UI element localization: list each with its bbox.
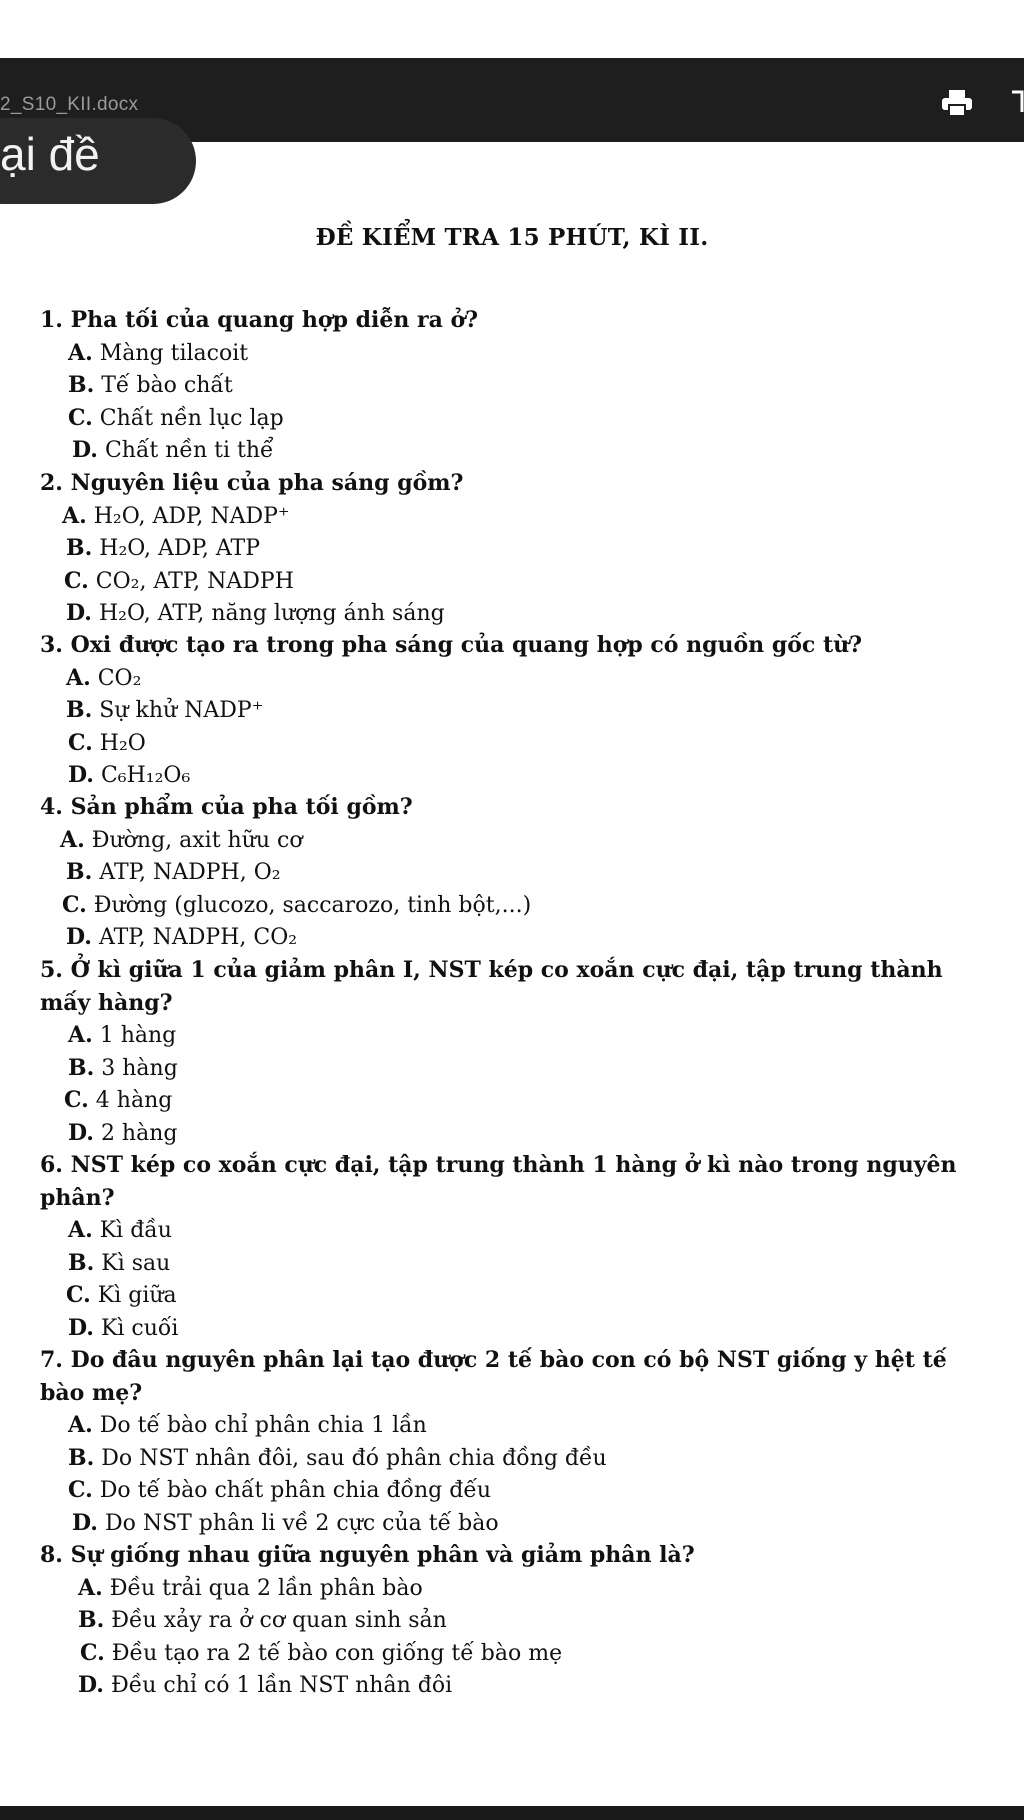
answer-option	[78, 1573, 423, 1604]
option-letter: C.	[66, 1282, 91, 1308]
question-text: 6. NST kép co xoắn cực đại, tập trung thành 1 hàng ở kì nào trong nguyên	[40, 1152, 957, 1178]
option-text: Do NST nhân đôi, sau đó phân chia đồng đều	[94, 1445, 607, 1471]
answer-option	[66, 598, 445, 629]
option-letter: D.	[78, 1672, 104, 1698]
document-filename: 2_S10_KII.docx	[0, 94, 139, 115]
answer-option	[66, 922, 297, 953]
answer-option	[68, 1443, 607, 1474]
answer-option	[68, 1020, 176, 1051]
option-letter: C.	[64, 567, 89, 594]
answer-option	[68, 728, 146, 759]
option-text: C₆H₁₂O₆	[93, 763, 191, 788]
option-letter: D.	[68, 762, 94, 788]
option-letter: D.	[68, 1314, 94, 1341]
option-letter: C.	[68, 1477, 93, 1503]
question-text: 4. Sản phẩm của pha tối gồm?	[40, 794, 413, 820]
option-text: ATP, NADPH, CO₂	[91, 925, 298, 950]
option-text: ATP, NADPH, O₂	[92, 860, 281, 885]
option-letter: B.	[68, 372, 95, 398]
question-text: 7. Do đâu nguyên phân lại tạo được 2 tế bào con có bộ NST giống y hệt tế	[40, 1347, 947, 1373]
answer-option	[68, 1410, 427, 1441]
option-letter: A.	[62, 502, 87, 529]
option-letter: C.	[64, 1087, 89, 1113]
option-letter: A.	[66, 664, 91, 691]
answer-option	[66, 857, 281, 888]
answer-option	[66, 1280, 177, 1311]
question-text: 2. Nguyên liệu của pha sáng gồm?	[40, 470, 464, 496]
option-text: Kì giữa	[90, 1283, 177, 1308]
option-text: Chất nền lục lạp	[92, 405, 284, 431]
option-text: Đều tạo ra 2 tế bào con giống tế bào mẹ	[104, 1640, 563, 1666]
option-text: Do tế bào chỉ phân chia 1 lần	[92, 1413, 427, 1438]
option-text: Kì sau	[94, 1250, 171, 1276]
option-text: 2 hàng	[93, 1120, 178, 1146]
answer-option	[68, 1053, 178, 1084]
option-letter: B.	[66, 535, 93, 561]
option-text: Đều xảy ra ở cơ quan sinh sản	[104, 1608, 447, 1633]
answer-option	[68, 760, 190, 791]
option-letter: B.	[66, 697, 93, 723]
option-text: H₂O, ATP, năng lượng ánh sáng	[91, 601, 445, 626]
answer-option	[68, 1215, 172, 1246]
answer-option	[68, 370, 233, 401]
option-letter: C.	[68, 404, 93, 431]
option-text: Đều trải qua 2 lần phân bào	[102, 1575, 423, 1601]
option-text: Màng tilacoit	[92, 340, 249, 366]
option-letter: A.	[78, 1574, 103, 1601]
back-label[interactable]: ại đề	[0, 128, 100, 180]
print-button[interactable]	[940, 88, 974, 118]
answer-option	[68, 1118, 177, 1149]
answer-option	[68, 338, 248, 369]
option-letter: B.	[68, 1054, 95, 1081]
answer-option	[68, 1248, 170, 1279]
answer-option	[64, 1085, 172, 1116]
option-letter: D.	[66, 600, 92, 626]
option-text: H₂O, ADP, NADP⁺	[86, 503, 290, 529]
option-text: Kì đầu	[92, 1218, 172, 1243]
next-icon[interactable]	[1008, 90, 1024, 114]
option-text: Tế bào chất	[94, 373, 233, 398]
answer-option	[62, 890, 531, 921]
option-letter: A.	[68, 1217, 93, 1243]
answer-option	[78, 1605, 447, 1636]
answer-option	[80, 1638, 562, 1669]
question-text: 5. Ở kì giữa 1 của giảm phân I, NST kép co xoắn cực đại, tập trung thành	[40, 957, 943, 983]
option-letter: D.	[72, 437, 98, 463]
option-text: Đường (glucozo, saccarozo, tinh bột,...)	[86, 892, 532, 918]
answer-option	[72, 435, 274, 466]
option-text: Kì cuối	[93, 1315, 179, 1341]
option-text: Sự khử NADP⁺	[92, 698, 264, 723]
option-text: H₂O, ADP, ATP	[92, 536, 261, 561]
option-letter: B.	[68, 1249, 95, 1276]
option-text: Do NST phân li về 2 cực của tế bào	[97, 1510, 499, 1536]
print-icon	[940, 88, 974, 118]
option-letter: C.	[80, 1639, 105, 1666]
option-text: Đường, axit hữu cơ	[84, 827, 303, 853]
option-text: Chất nền ti thể	[97, 438, 274, 463]
option-letter: A.	[68, 1412, 93, 1438]
answer-option	[68, 1313, 178, 1344]
question-text: 1. Pha tối của quang hợp diễn ra ở?	[40, 307, 479, 333]
question-text: 3. Oxi được tạo ra trong pha sáng của quang hợp có nguồn gốc từ?	[40, 632, 862, 658]
option-letter: D.	[66, 924, 92, 950]
answer-option	[78, 1670, 452, 1701]
question-text: bào mẹ?	[40, 1379, 143, 1406]
option-text: H₂O	[92, 730, 146, 756]
bottom-bar	[0, 1806, 1024, 1820]
answer-option	[72, 1508, 499, 1539]
question-text: phân?	[40, 1184, 115, 1211]
option-letter: B.	[68, 1444, 95, 1471]
question-text: mấy hàng?	[40, 989, 173, 1016]
option-letter: B.	[78, 1607, 105, 1633]
answer-option	[66, 663, 141, 694]
answer-option	[62, 501, 290, 532]
option-letter: C.	[68, 729, 93, 756]
answer-option	[66, 695, 263, 726]
option-text: 1 hàng	[92, 1023, 177, 1048]
question-text: 8. Sự giống nhau giữa nguyên phân và giảm phân là?	[40, 1542, 695, 1568]
option-text: CO₂, ATP, NADPH	[88, 568, 294, 594]
status-area	[0, 0, 1024, 58]
answer-option	[68, 1475, 491, 1506]
option-letter: A.	[68, 339, 93, 366]
option-text: Do tế bào chất phân chia đồng đếu	[92, 1478, 492, 1503]
page-title: ĐỀ KIỂM TRA 15 PHÚT, KÌ II.	[315, 224, 709, 251]
option-letter: A.	[68, 1022, 93, 1048]
option-letter: B.	[66, 859, 93, 885]
answer-option	[68, 403, 284, 434]
option-letter: D.	[72, 1509, 98, 1536]
option-text: CO₂	[90, 665, 142, 691]
option-letter: D.	[68, 1119, 94, 1146]
answer-option	[66, 533, 260, 564]
option-letter: C.	[62, 891, 87, 918]
option-text: Đều chỉ có 1 lần NST nhân đôi	[103, 1673, 453, 1698]
option-text: 4 hàng	[88, 1088, 173, 1113]
option-text: 3 hàng	[94, 1055, 178, 1081]
answer-option	[64, 566, 294, 597]
answer-option	[60, 825, 303, 856]
option-letter: A.	[60, 826, 85, 853]
